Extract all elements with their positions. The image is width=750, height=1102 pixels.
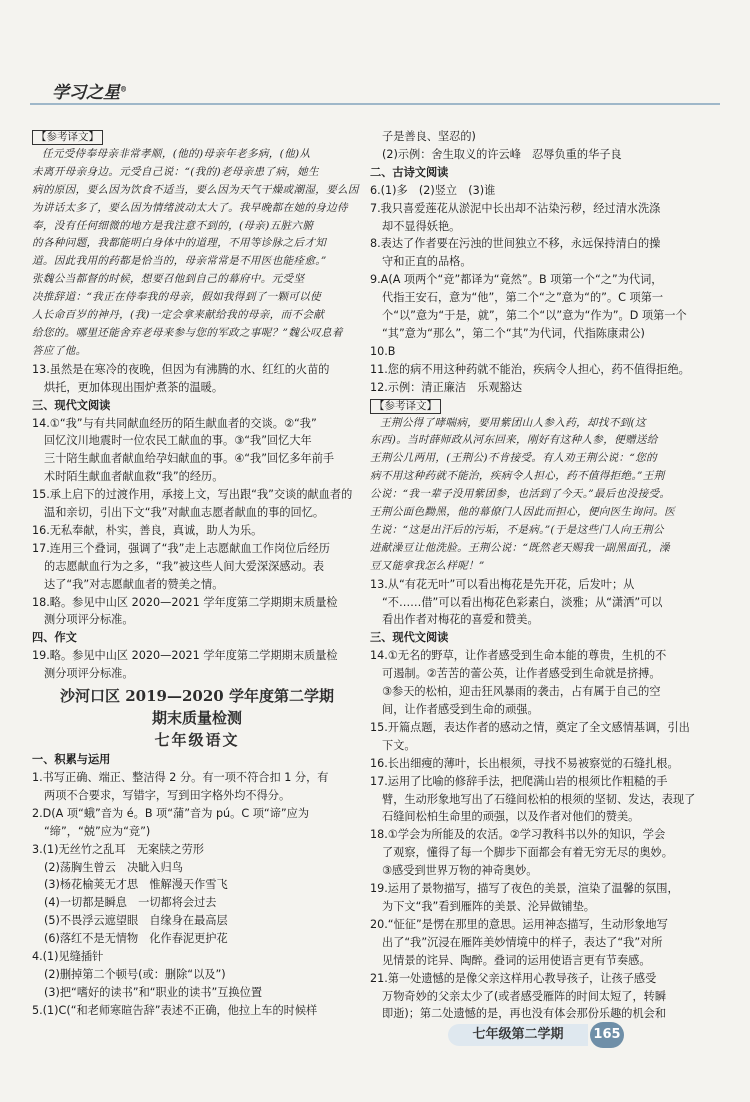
- text-line: 温和亲切，引出下文“我”对献血志愿者献血的事的回忆。: [44, 506, 325, 520]
- text-line: 19.运用了景物描写，描写了夜色的美景，渲染了温馨的氛围，: [370, 882, 679, 896]
- right-column: [370, 128, 703, 1023]
- text-line: “其”意为“那么”，第二个“其”为代词，代指陈康肃公): [382, 326, 645, 340]
- text-line: 两项不合要求，写错字，写到田字格外均不得分。: [44, 788, 291, 802]
- text-line: 11.您的病不用这种药就不能治，疾病令人担心，药不值得拒绝。: [370, 362, 690, 376]
- section-heading: 一、积累与运用: [32, 753, 111, 767]
- text-line: 生说：“这是出汗后的污垢，不是病。”(于是这些门人向王荆公: [370, 523, 664, 536]
- exam-title: 沙河口区 2019—2020 学年度第二学期: [60, 687, 334, 706]
- text-line: 万物奇妙的父亲太少了(或者感受雁阵的时间太短了，转瞬: [382, 989, 667, 1003]
- text-line: (4)一切都是瞬息 一切都将会过去: [44, 896, 217, 910]
- text-line: 病不用这种药就不能治，疾病令人担心，药不值得拒绝。”王荆: [370, 470, 665, 483]
- text-line: 达了“我”对志愿献血者的赞美之情。: [44, 577, 224, 591]
- text-line: 道。因此我用的药都是恰当的，母亲常常是不用医也能痊愈。”: [32, 255, 327, 268]
- header-rule: [30, 103, 720, 105]
- text-line: 16.长出细瘦的薄叶，长出根须，寻找不易被察觉的石缝扎根。: [370, 756, 679, 770]
- text-line: 王荆公几两用，(王荆公)不肯接受。有人劝王荆公说：“您的: [370, 452, 657, 465]
- page-footer: [440, 1022, 660, 1048]
- text-line: (2)示例：舍生取义的许云峰 忍辱负重的华子良: [382, 147, 622, 161]
- text-line: 豆又能拿我怎么样呢！”: [370, 559, 485, 572]
- text-line: 给您的。哪里还能舍弃老母来参与您的军政之事呢？”魏公叹息着: [32, 326, 343, 339]
- page-header: [30, 72, 720, 102]
- text-line: 可遏制。②苦苦的蕾公英，让作者感受到生命就是挤搏。: [382, 667, 661, 681]
- text-line: (3)杨花榆荚无才思 惟解漫天作雪飞: [44, 878, 228, 892]
- section-heading: 三、现代文阅读: [32, 398, 111, 412]
- text-line: 10.B: [370, 344, 396, 358]
- text-line: 的志愿献血行为之多，“我”被这些人间大爱深深感动。表: [44, 559, 325, 573]
- text-line: 17.运用了比喻的修辞手法，把爬满山岩的根须比作粗糙的手: [370, 774, 668, 788]
- reference-tag: [32, 128, 362, 146]
- text-line: 3.(1)无丝竹之乱耳 无案牍之劳形: [32, 842, 204, 856]
- text-line: 为下文“我”看到雁阵的美景、沦异做铺垫。: [382, 899, 595, 913]
- text-line: 2.D(A 项“蛾”音为 é。B 项“蒲”音为 pú。C 项“谛”应为: [32, 806, 310, 820]
- text-line: 守和正直的品格。: [382, 255, 472, 269]
- text-line: 15.承上启下的过渡作用，承接上文，写出跟“我”交谈的献血者的: [32, 488, 353, 502]
- section-heading: 三、现代文阅读: [370, 631, 449, 645]
- reference-tag-label: 【参考译文】: [370, 399, 441, 414]
- exam-title: 七年级语文: [154, 731, 240, 750]
- text-line: 下文。: [382, 738, 416, 752]
- page-number: 165: [590, 1022, 624, 1048]
- text-line: 9.A(A 项两个“竞”都译为“竟然”。B 项第一个“之”为代词，: [370, 273, 663, 287]
- text-line: 看出作者对梅花的喜爱和赞美。: [382, 613, 539, 627]
- text-line: “不……借”可以看出梅花色彩素白，淡雅；从“潇洒”可以: [382, 595, 663, 609]
- brand-name: 学习之星: [52, 83, 120, 103]
- text-line: 术时陌生献血者献血救“我”的经历。: [44, 470, 224, 484]
- text-line: 烘托，更加体现出围炉煮茶的温暖。: [44, 380, 224, 394]
- text-line: 人长命百岁的神丹，(我)一定会拿来献给我的母亲，而不会献: [32, 309, 325, 322]
- text-line: 12.示例：清正廉洁 乐观豁达: [370, 380, 523, 394]
- text-line: (3)把“嗜好的读书”和“职业的读书”互换位置: [44, 985, 263, 999]
- text-line: 代指王安石，意为“他”，第二个“之”意为“的”。C 项第一: [382, 291, 664, 305]
- reference-tag: [370, 397, 703, 415]
- left-column: [32, 128, 362, 1020]
- text-line: 间，让作者感受到生命的顽强。: [382, 703, 539, 716]
- text-line: 6.(1)多 (2)竖立 (3)谁: [370, 183, 496, 197]
- grade-label: 七年级第二学期: [448, 1024, 588, 1046]
- text-line: (6)落红不是无情物 化作春泥更护花: [44, 932, 228, 946]
- text-line: 7.我只喜爱莲花从淤泥中长出却不沾染污秽，经过清水洗涤: [370, 201, 661, 215]
- text-line: 15.开篇点题，表达作者的感动之情，奠定了全文感情基调，引出: [370, 720, 690, 734]
- text-line: 个“以”意为“于是，就”，第二个“以”意为“作为”。D 项第一个: [382, 309, 687, 323]
- text-line: 臂，生动形象地写出了石缝间松柏的根须的坚韧、发达，表现了: [382, 792, 696, 806]
- text-line: 王荆公面色黝黑，他的幕僚门人因此而担心，便向医生询问。医: [370, 506, 676, 519]
- text-line: 东西)。当时薛师政从河东回来，刚好有这种人参，便赠送给: [370, 434, 658, 447]
- text-line: “缔”，“兢”应为“竞”): [44, 824, 151, 838]
- text-line: 回忆汶川地震时一位农民工献血的事。③“我”回忆大年: [44, 434, 312, 448]
- text-line: 未离开母亲身边。元受自己说：“(我的)老母亲患了病，她生: [32, 165, 319, 178]
- text-line: 王荆公得了哮喘病，要用紫团山人参入药，却找不到(这: [380, 416, 646, 429]
- text-line: 决推辞道：“我正在侍奉我的母亲，假如我得到了一颗可以使: [32, 291, 321, 304]
- text-line: 8.表达了作者要在污浊的世间独立不移，永远保持清白的操: [370, 237, 661, 251]
- text-line: 任元受侍奉母亲非常孝顺，(他的)母亲年老多病，(他)从: [42, 147, 311, 160]
- text-line: ③感受到世界万物的神奇奥妙。: [382, 864, 538, 878]
- text-line: 14.①“我”与有共同献血经历的陌生献血者的交谈。②“我”: [32, 416, 317, 430]
- text-line: 奉，没有任何细微的地方是我注意不到的，(母亲)五脏六腑: [32, 219, 314, 232]
- text-line: 为讲话太多了，要么因为情绪波动太大了。我早晚都在她的身边侍: [32, 201, 348, 214]
- text-line: 石缝间松柏生命里的顽强，以及作者对他们的赞美。: [382, 810, 640, 824]
- text-line: 18.略。参见中山区 2020—2021 学年度第二学期期末质量检: [32, 595, 338, 609]
- text-line: 17.连用三个叠词，强调了“我”走上志愿献血工作岗位后经历: [32, 541, 330, 555]
- text-line: 19.略。参见中山区 2020—2021 学年度第二学期期末质量检: [32, 649, 338, 663]
- text-line: 16.无私奉献，朴实，善良，真诚，助人为乐。: [32, 523, 263, 537]
- text-line: 三十陪生献血者献血给孕妇献血的事。④“我”回忆多年前手: [44, 452, 335, 466]
- text-line: 见情景的诧异、陶醉。叠词的运用使语言更有节奏感。: [382, 953, 651, 967]
- section-heading: 四、作文: [32, 631, 77, 645]
- text-line: 的各种问题，我都能明白身体中的道理，不用等诊脉之后才知: [32, 237, 327, 250]
- text-line: 了观察，懂得了每一个脚步下面都会有着无穷无尽的奥妙。: [382, 846, 673, 860]
- text-line: 答应了他。: [32, 344, 87, 357]
- section-heading: 二、古诗文阅读: [370, 165, 449, 179]
- text-line: 14.①无名的野草，让作者感受到生命本能的尊贵，生机的不: [370, 649, 667, 663]
- text-line: 21.第一处遗憾的是像父亲这样用心教导孩子，让孩子感受: [370, 971, 657, 985]
- text-line: 5.(1)C(“和老师寒暄告辞”表述不正确，他拉上车的时候样: [32, 1003, 318, 1017]
- text-line: 20.“怔征”是愣在那里的意思。运用神态描写，生动形象地写: [370, 917, 668, 931]
- text-line: 18.①学会为所能及的农活。②学习教科书以外的知识，学会: [370, 828, 666, 842]
- text-line: 1.书写正确、端正、整洁得 2 分。有一项不符合扣 1 分，有: [32, 771, 329, 784]
- text-line: 张魏公当都督的时候，想要召他到自己的幕府中。元受坚: [32, 273, 305, 286]
- text-line: 4.(1)见缝插针: [32, 950, 104, 964]
- text-line: (5)不畏浮云遮望眼 自缘身在最高层: [44, 914, 228, 928]
- text-line: 却不显得妖艳。: [382, 219, 461, 233]
- text-line: (2)荡胸生曾云 决眦入归鸟: [44, 860, 183, 874]
- text-line: 13.虽然是在寒冷的夜晚，但因为有沸腾的水、红红的火苗的: [32, 362, 330, 376]
- text-line: (2)删掉第二个顿号(或：删除“以及”): [44, 967, 226, 981]
- text-line: 子是善良、坚忍的): [382, 130, 476, 143]
- text-line: 病的原因，要么因为饮食不适当，要么因为天气干燥或潮湿，要么因: [32, 183, 359, 196]
- text-line: 测分项评分标准。: [44, 613, 134, 627]
- text-line: ③参天的松柏，迎击狂风暴雨的袭击，占有属于自己的空: [382, 685, 661, 699]
- reference-tag-label: 【参考译文】: [32, 130, 103, 145]
- brand-logo: [52, 78, 127, 103]
- exam-title: 期末质量检测: [151, 709, 242, 728]
- text-line: 出了“我”沉浸在雁阵美妙情境中的样子，表达了“我”对所: [382, 935, 663, 949]
- text-line: 进献澡豆让他洗脸。王荆公说：“既然老天赐我一副黑面孔，澡: [370, 541, 670, 554]
- text-line: 测分项评分标准。: [44, 667, 134, 681]
- text-line: 即逝)；第二处遗憾的是，再也没有体会那份乐趣的机会和: [382, 1007, 667, 1021]
- registered-mark-icon: ®: [120, 84, 127, 94]
- text-line: 公说：“我一辈子没用紫团参，也活到了今天。”最后也没接受。: [370, 488, 671, 501]
- text-line: 13.从“有花无叶”可以看出梅花是先开花，后发叶；从: [370, 577, 635, 591]
